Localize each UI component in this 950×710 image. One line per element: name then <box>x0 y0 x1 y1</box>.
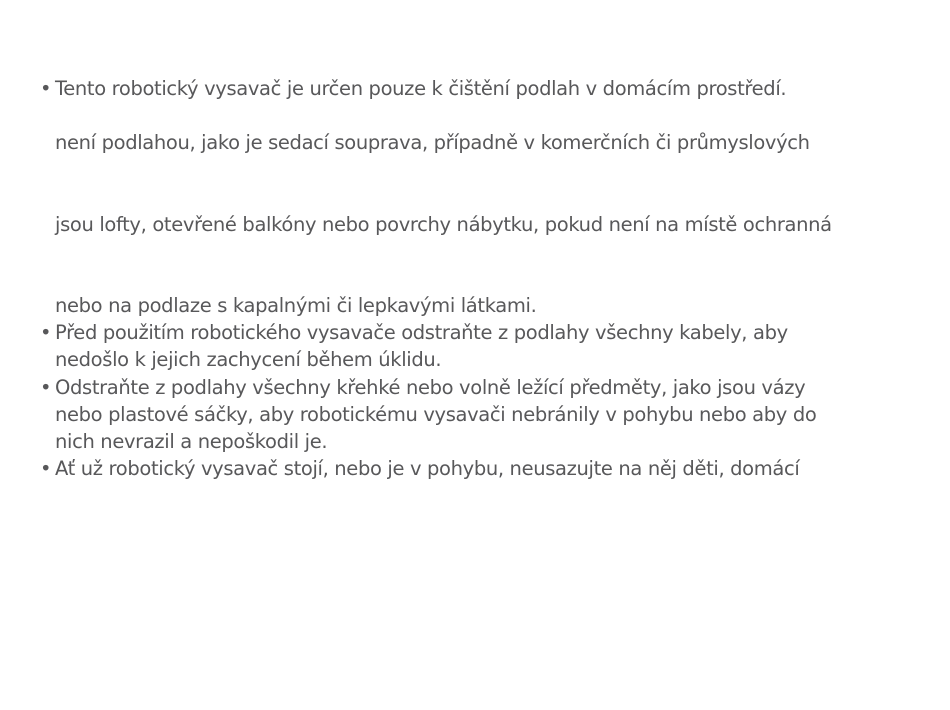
bullet-line-4 <box>40 455 799 482</box>
text-line: Tento robotický vysavač je určen pouze k čištění podlah v domácím prostředí. <box>55 77 787 100</box>
bullet-line-2 <box>40 319 788 346</box>
continuation-line: nedošlo k jejich zachycení během úklidu. <box>55 348 442 371</box>
text-line: Odstraňte z podlahy všechny křehké nebo volně ležící předměty, jako jsou vázy <box>55 376 806 399</box>
bullet-line-3 <box>40 374 805 401</box>
bullet-marker: • <box>40 457 52 480</box>
bullet-marker: • <box>40 77 52 100</box>
text-line: Ať už robotický vysavač stojí, nebo je v pohybu, neusazujte na něj děti, domácí <box>55 457 800 480</box>
continuation-line: nebo plastové sáčky, aby robotickému vysavači nebránily v pohybu nebo aby do <box>55 403 817 426</box>
continuation-line: není podlahou, jako je sedací souprava, případně v komerčních či průmyslových <box>55 131 810 154</box>
bullet-marker: • <box>40 376 52 399</box>
bullet-marker: • <box>40 321 52 344</box>
continuation-line: nebo na podlaze s kapalnými či lepkavými látkami. <box>55 294 537 317</box>
bullet-line-1 <box>40 75 786 102</box>
continuation-line: jsou lofty, otevřené balkóny nebo povrchy nábytku, pokud není na místě ochranná <box>55 213 832 236</box>
text-line: Před použitím robotického vysavače odstraňte z podlahy všechny kabely, aby <box>55 321 788 344</box>
continuation-line: nich nevrazil a nepoškodil je. <box>55 430 328 453</box>
